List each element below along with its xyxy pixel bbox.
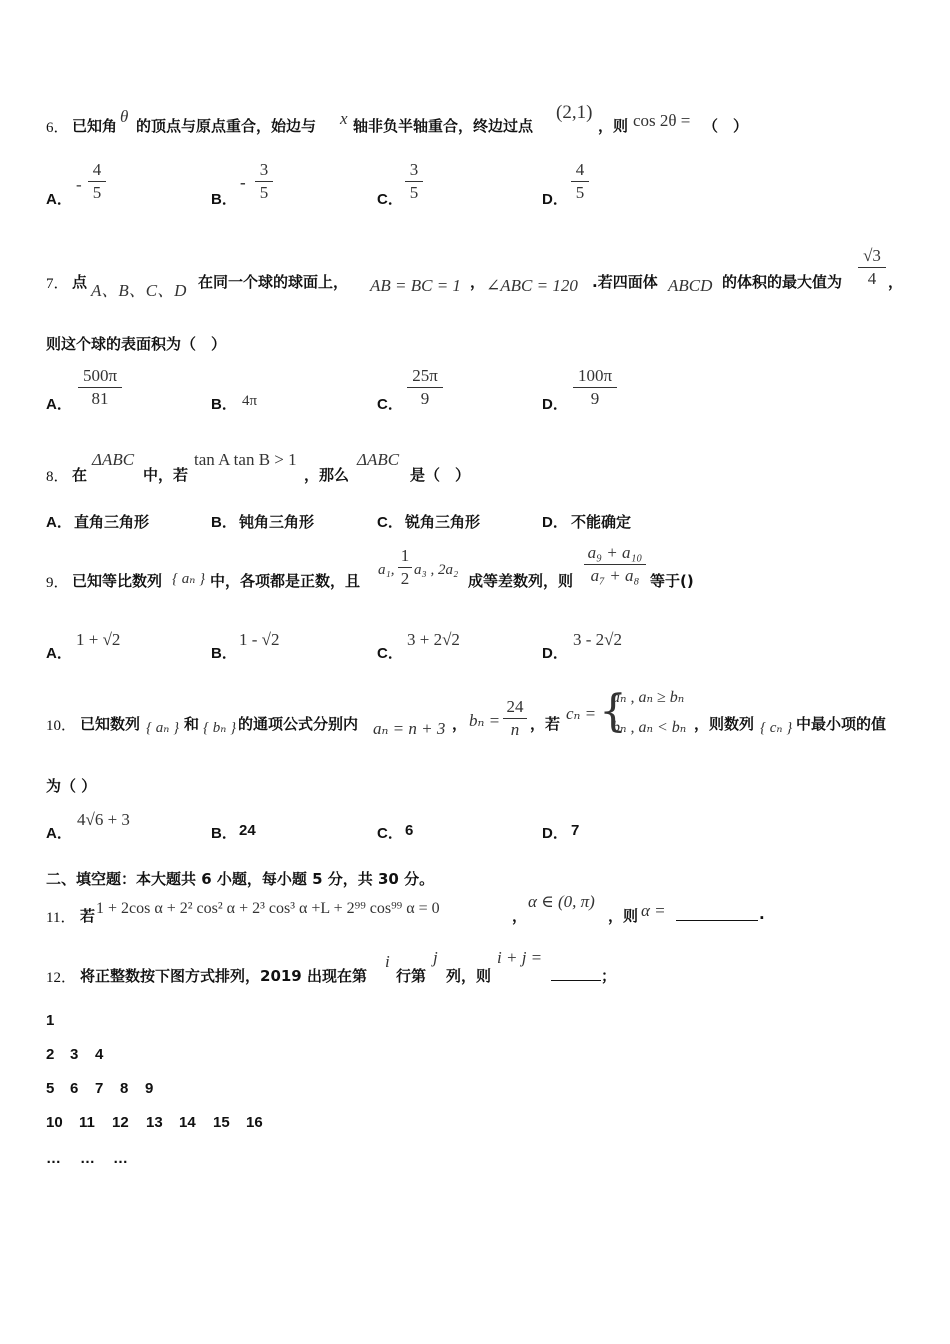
q10-option-c-text: 6 <box>405 822 414 839</box>
q12-text-3: 列，则 <box>446 967 492 985</box>
q10-text-2: 和 <box>184 715 200 733</box>
q10-option-b-text: 24 <box>239 822 256 839</box>
q11-period: . <box>759 905 765 923</box>
q10-text-1: 已知数列 <box>80 715 141 733</box>
q8-condition: tan A tan B > 1 <box>194 450 297 469</box>
row-4-cell: 11 <box>79 1114 95 1131</box>
q11-expression: 1 + 2cos α + 2² cos² α + 2³ cos³ α +L + 2⁹⁹ cos⁹⁹ α = 0 <box>96 900 440 917</box>
q11-text-2: ， <box>512 907 528 925</box>
row-2-cell: 2 <box>46 1046 55 1063</box>
q9-sequence: { aₙ } <box>172 571 206 587</box>
q8-triangle: ΔABC <box>92 450 135 469</box>
q10-sequence-c: { cₙ } <box>760 720 793 736</box>
q7-option-c-fraction: 25π 9 <box>407 366 443 409</box>
q6-option-b-fraction: 3 5 <box>255 160 273 203</box>
q7-text-6: ， <box>888 273 904 291</box>
q9-option-d-text: 3 - 2√2 <box>573 630 622 649</box>
q9-option-b-label[interactable]: B． <box>211 645 237 662</box>
q10-text-5: ，若 <box>530 715 561 733</box>
q6-theta: θ <box>120 107 129 126</box>
q6-option-d-label[interactable]: D． <box>542 191 568 208</box>
row-3-cell: 7 <box>95 1080 104 1097</box>
q7-condition-1: AB = BC = 1 <box>370 276 461 295</box>
q11-range: α ∈ (0, π) <box>528 892 595 911</box>
row-4-cell: 10 <box>46 1114 63 1131</box>
q12-expression: i + j = <box>497 948 543 967</box>
q7-text-1: 点 <box>72 273 88 291</box>
row-2-cell: 3 <box>70 1046 79 1063</box>
q11-text-3: ，则 <box>608 907 639 925</box>
q7-text-4: .若四面体 <box>592 273 658 291</box>
q12-text-2: 行第 <box>396 967 427 985</box>
q7-text-5: 的体积的最大值为 <box>722 273 843 291</box>
q12-semicolon: ； <box>601 967 617 985</box>
row-4-cell: 12 <box>112 1114 129 1131</box>
q8-option-a-text: 直角三角形 <box>74 513 150 531</box>
row-3-cell: 6 <box>70 1080 79 1097</box>
row-3-cell: 8 <box>120 1080 129 1097</box>
q8-triangle-2: ΔABC <box>357 450 400 469</box>
q10-option-a-text: 4√6 + 3 <box>77 810 130 829</box>
q9-term-a1: a₁, <box>378 562 395 578</box>
q6-number: 6． <box>46 120 69 136</box>
row-4-cell: 13 <box>146 1114 163 1131</box>
q7-option-a-fraction: 500π 81 <box>78 366 122 409</box>
q7-text-3: ， <box>470 273 486 291</box>
q10-option-d-text: 7 <box>571 822 580 839</box>
q9-text-3: 成等差数列，则 <box>468 572 574 590</box>
row-4-cell: 14 <box>179 1114 196 1131</box>
q6-text-4: ，则 <box>598 117 629 135</box>
q7-option-d-fraction: 100π 9 <box>573 366 617 409</box>
q8-number: 8． <box>46 469 69 485</box>
q7-option-b-label[interactable]: B． <box>211 396 237 413</box>
q8-option-c-label[interactable]: C． <box>377 514 403 531</box>
q6-paren: （ ） <box>703 117 749 135</box>
q11-answer-blank[interactable] <box>676 906 758 921</box>
q7-line-2: 则这个球的表面积为（ ） <box>46 335 227 353</box>
row-4-cell: 15 <box>213 1114 230 1131</box>
q6-option-b-label[interactable]: B． <box>211 191 237 208</box>
row-5-cell: … <box>80 1150 95 1167</box>
q8-text-1: 在 <box>72 466 88 484</box>
row-5-cell: … <box>46 1150 61 1167</box>
q6-option-a-fraction: 4 5 <box>88 160 106 203</box>
q7-option-d-label[interactable]: D． <box>542 396 568 413</box>
q11-number: 11． <box>46 910 76 926</box>
q9-text-2: 中，各项都是正数，且 <box>210 572 361 590</box>
q11-alpha: α = <box>641 901 666 920</box>
q7-number: 7． <box>46 276 69 292</box>
q7-points: A、B、C、D <box>91 281 187 300</box>
q9-option-a-text: 1 + √2 <box>76 630 121 649</box>
q10-cn-lhs: cₙ = <box>566 704 597 723</box>
q9-option-c-text: 3 + 2√2 <box>407 630 460 649</box>
section-2-heading: 二、填空题：本大题共 6 小题，每小题 5 分，共 30 分。 <box>46 870 435 888</box>
q9-option-d-label[interactable]: D． <box>542 645 568 662</box>
q10-text-4: ， <box>452 715 468 733</box>
q10-brace-icon: { <box>599 686 627 737</box>
q9-half-fraction: 1 2 <box>398 546 412 589</box>
q9-option-a-label[interactable]: A． <box>46 645 72 662</box>
q12-i: i <box>385 952 390 971</box>
q7-condition-2: ∠ABC = 120 <box>486 276 578 295</box>
q6-x: x <box>340 109 348 128</box>
q8-option-b-text: 钝角三角形 <box>239 513 315 531</box>
q8-option-d-label[interactable]: D． <box>542 514 568 531</box>
q10-text-3: 的通项公式分别内 <box>238 715 359 733</box>
row-2-cell: 4 <box>95 1046 104 1063</box>
q12-text-1: 将正整数按下图方式排列，2019 出现在第 <box>80 967 367 985</box>
q11-text-1: 若 <box>80 907 96 925</box>
q10-option-d-label[interactable]: D． <box>542 825 568 842</box>
q6-option-a-label[interactable]: A． <box>46 191 72 208</box>
q7-volume-fraction: √3 4 <box>858 246 886 289</box>
q10-sequence-a: { aₙ } <box>146 720 180 736</box>
q7-option-b-text: 4π <box>242 393 258 409</box>
row-3-cell: 5 <box>46 1080 55 1097</box>
q7-text-2: 在同一个球的球面上， <box>198 273 349 291</box>
q9-ratio-fraction: a₉ + a₁₀ a₇ + a₈ <box>584 543 646 586</box>
q8-option-d-text: 不能确定 <box>571 513 632 531</box>
q8-option-b-label[interactable]: B． <box>211 514 237 531</box>
q6-option-c-fraction: 3 5 <box>405 160 423 203</box>
q6-option-b-sign: - <box>240 173 246 192</box>
q12-j: j <box>433 948 438 967</box>
q8-text-4: 是（ ） <box>410 466 471 484</box>
row-5-cell: … <box>113 1150 128 1167</box>
q10-text-7: 中最小项的值 <box>796 715 887 733</box>
q10-number: 10． <box>46 718 77 734</box>
q6-text-2: 的顶点与原点重合，始边与 <box>136 117 317 135</box>
q6-text-3: 轴非负半轴重合，终边过点 <box>353 117 534 135</box>
row-1-cell: 1 <box>46 1012 55 1029</box>
q7-tetrahedron: ABCD <box>668 276 713 295</box>
q10-option-c-label[interactable]: C． <box>377 825 403 842</box>
q9-option-c-label[interactable]: C． <box>377 645 403 662</box>
q10-case-1: aₙ , aₙ ≥ bₙ <box>612 689 685 706</box>
row-4-cell: 16 <box>246 1114 263 1131</box>
q10-line-2: 为（ ） <box>46 777 97 795</box>
q10-bn-lhs: bₙ = <box>469 711 501 730</box>
q10-sequence-b: { bₙ } <box>203 720 237 736</box>
q8-option-a-label[interactable]: A． <box>46 514 72 531</box>
q10-case-2: bₙ , aₙ < bₙ <box>612 719 687 736</box>
q10-option-b-label[interactable]: B． <box>211 825 237 842</box>
q12-number: 12． <box>46 970 77 986</box>
q9-option-b-text: 1 - √2 <box>239 630 280 649</box>
q6-option-d-fraction: 4 5 <box>571 160 589 203</box>
row-3-cell: 9 <box>145 1080 154 1097</box>
q10-option-a-label[interactable]: A． <box>46 825 72 842</box>
q9-text-1: 已知等比数列 <box>72 572 163 590</box>
q6-point: (2,1) <box>556 102 593 123</box>
q7-option-c-label[interactable]: C． <box>377 396 403 413</box>
q9-terms: a₃ , 2a₂ <box>414 562 459 578</box>
q6-text-1: 已知角 <box>72 117 118 135</box>
q9-text-4: 等于() <box>650 572 694 590</box>
q7-option-a-label[interactable]: A． <box>46 396 72 413</box>
q10-an-formula: aₙ = n + 3 <box>373 719 446 738</box>
q6-expression: cos 2θ = <box>633 111 691 130</box>
q6-option-c-label[interactable]: C． <box>377 191 403 208</box>
q12-answer-blank[interactable] <box>551 966 601 981</box>
q9-number: 9． <box>46 575 69 591</box>
q10-text-6: ，则数列 <box>694 715 755 733</box>
q8-text-2: 中，若 <box>143 466 189 484</box>
q6-option-a-sign: - <box>76 175 82 194</box>
q8-option-c-text: 锐角三角形 <box>405 513 481 531</box>
q8-text-3: ，那么 <box>304 466 350 484</box>
q10-bn-fraction: 24 n <box>503 697 527 740</box>
